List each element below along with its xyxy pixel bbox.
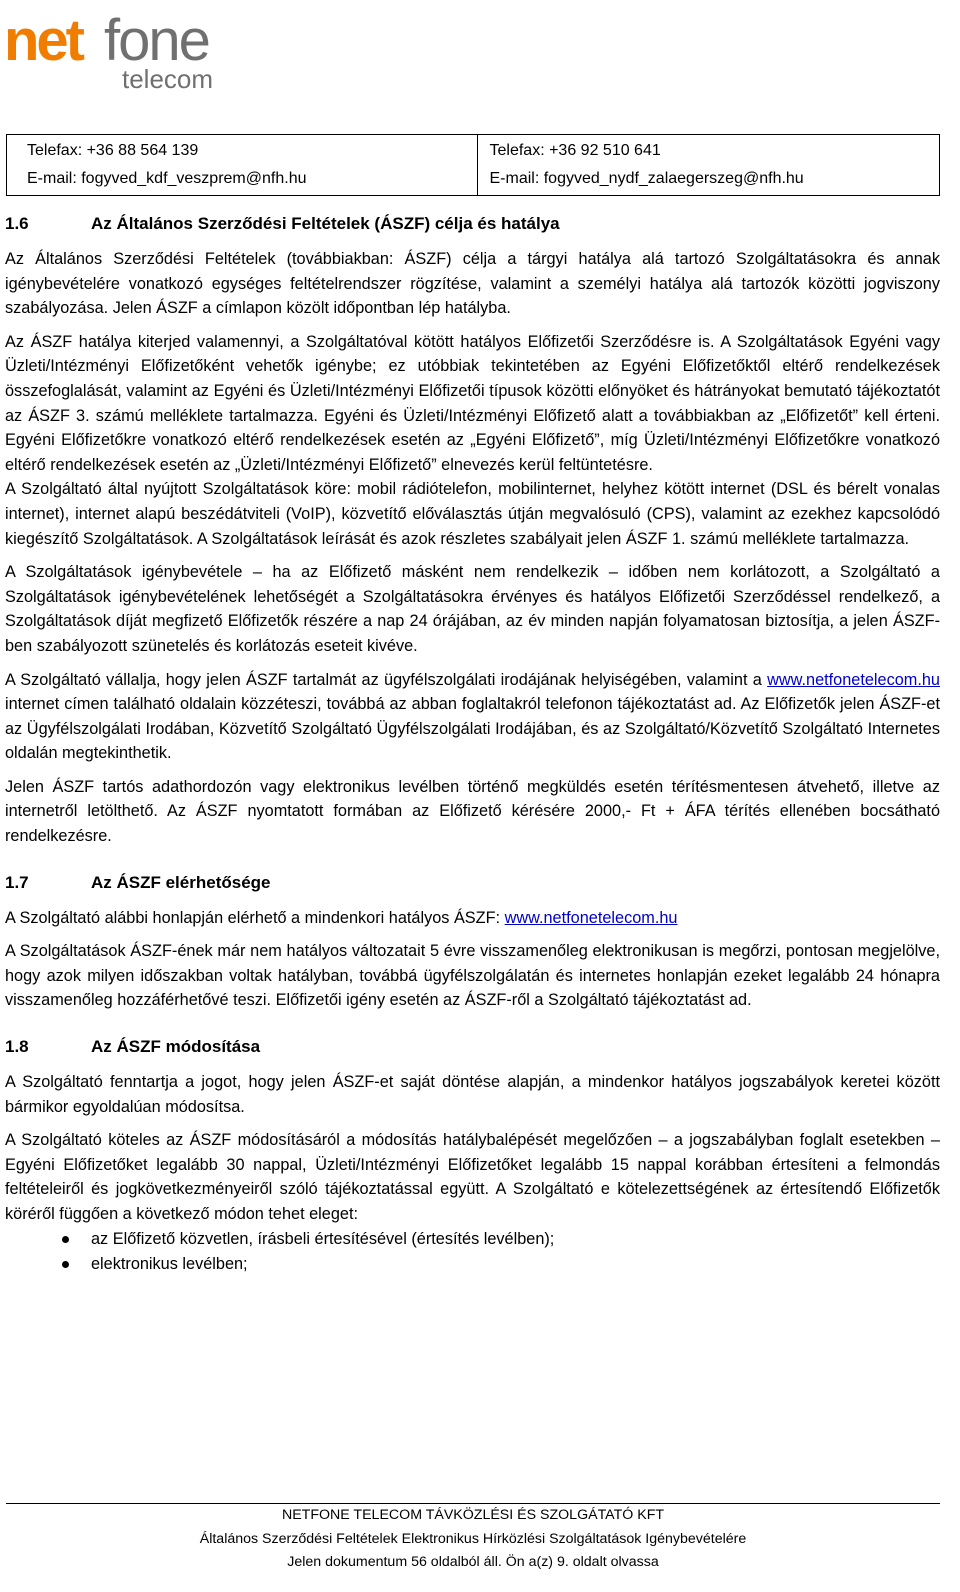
contact-cell-zalaegerszeg xyxy=(477,135,940,195)
section-number: 1.7 xyxy=(5,872,29,892)
contact-table xyxy=(6,134,940,196)
section-title: Az ÁSZF elérhetősége xyxy=(91,872,271,892)
page-footer xyxy=(6,1503,940,1575)
paragraph xyxy=(5,668,940,766)
document-body xyxy=(5,212,940,1277)
contact-email-left: E-mail: fogyved_kdf_veszprem@nfh.hu xyxy=(27,170,307,187)
list-item: az Előfizető közvetlen, írásbeli értesítésével (értesítés levélben); xyxy=(5,1227,940,1252)
paragraph: Az Általános Szerződési Feltételek (továbbiakban: ÁSZF) célja a tárgyi hatálya alá tartozó Szolgáltatásokra és annak igénybevételére vonatkozó egységes feltételrendszer rögzítése, valamint a személyi hatálya alá tartozók közötti jogviszony szabályozása. Jelen ÁSZF a címlapon közölt időpontban lép hatályba. xyxy=(5,250,940,318)
paragraph xyxy=(5,906,940,931)
section-title: Az Általános Szerződési Feltételek (ÁSZF) célja és hatálya xyxy=(91,214,560,233)
paragraph: A Szolgáltató által nyújtott Szolgáltatások köre: mobil rádiótelefon, mobilinternet, helyhez kötött internet (DSL és bérelt vonalas internet), internet alapú beszédátviteli (VoIP), közvetítő előválasztás útján megvalósuló (CPS), valamint az ezekhez kapcsolódó kiegészítő Szolgáltatások. A Szolgáltatások leírását és azok részletes szabályait jelen ÁSZF 1. számú melléklete tartalmazza. xyxy=(5,480,940,548)
logo-fone: fone xyxy=(104,8,209,73)
paragraph: A Szolgáltató köteles az ÁSZF módosításáról a módosítás hatálybalépését megelőzően – a jogszabályban foglalt esetekben – Egyéni Előfizetőket legalább 30 nappal, Üzleti/Intézményi Előfizetőket legalább 15 nappal korábban értesíteni a felmondás feltételeiről és jogkövetkezményeiről szóló tájékoztatással együtt. A Szolgáltató e kötelezettségének az értesítendő Előfizetők köréről függően a következő módon tehet eleget: xyxy=(5,1131,940,1223)
netfone-telecom-logo xyxy=(4,0,226,92)
paragraph: Az ÁSZF hatálya kiterjed valamennyi, a Szolgáltatóval kötött hatályos Előfizetői Szerződésre is. A Szolgáltatások Egyéni vagy Üzleti/Intézményi Előfizetőként vehetők igénybe; ez utóbbiak tekintetében az Egyéni Előfizetőktől eltérő rendelkezések összefoglalását, valamint az Egyéni és Üzleti/Intézményi Előfizetői típusok közötti előnyöket és hátrányokat bemutató tájékoztatót az ÁSZF 3. számú melléklete tartalmazza. Egyéni és Üzleti/Intézményi Előfizető alatt a továbbiakban az „Előfizetőt” kell érteni. Egyéni Előfizetőkre vonatkozó eltérő rendelkezések esetén az „Egyéni Előfizető”, míg Üzleti/Intézményi Előfizetőkre vonatkozó eltérő rendelkezések esetén az „Üzleti/Intézményi Előfizető” elnevezés kerül feltüntetésre. xyxy=(5,332,940,474)
bullet-list xyxy=(5,1227,940,1277)
text: internet címen található oldalain közzéteszi, továbbá az abban foglaltakról telefonon tájékoztatást ad. Az Előfizetők jelen ÁSZF-et az Ügyfélszolgálati Irodában, Közvetítő Szolgáltató Ügyfélszolgálati Irodájában, és az Szolgáltató/Közvetítő Szolgáltató Internetes oldalán megtekinthetik. xyxy=(5,695,940,763)
list-item: elektronikus levélben; xyxy=(5,1252,940,1277)
paragraph: Jelen ÁSZF tartós adathordozón vagy elektronikus levélben történő megküldés esetén térítésmentesen átvehető, illetve az internetről letölthető. Az ÁSZF nyomtatott formában az Előfizető kérésére 2000,- Ft + ÁFA térítés ellenében bocsátható rendelkezésre. xyxy=(5,777,940,846)
section-heading-1-6 xyxy=(5,212,940,236)
website-link[interactable]: www.netfonetelecom.hu xyxy=(767,670,940,689)
footer-company: NETFONE TELECOM TÁVKÖZLÉSI ÉS SZOLGÁTATÓ KFT xyxy=(281,1507,665,1523)
section-number: 1.8 xyxy=(5,1037,29,1057)
contact-email-right: E-mail: fogyved_nydf_zalaegerszeg@nfh.hu xyxy=(489,170,804,187)
section-heading-1-8 xyxy=(5,1035,940,1059)
text: A Szolgáltató vállalja, hogy jelen ÁSZF tartalmát az ügyfélszolgálati irodájának helyiségében, valamint a xyxy=(5,670,768,689)
website-link[interactable]: www.netfonetelecom.hu xyxy=(504,908,678,927)
contact-cell-veszprem xyxy=(7,135,477,195)
footer-page-info: Jelen dokumentum 56 oldalból áll. Ön a(z) 9. oldalt olvassa xyxy=(287,1554,659,1570)
paragraph: A Szolgáltatások igénybevétele – ha az Előfizető másként nem rendelkezik – időben nem korlátozott, a Szolgáltató a Szolgáltatások igénybevételének lehetőségét a Szolgáltatásokra érvényes és hatályos Előfizetői Szerződéssel rendelkező, a Szolgáltatások díját megfizető Előfizetők részére a nap 24 órájában, az év minden napján folyamatosan biztosítja, a jelen ÁSZF-ben szabályozott szünetelés és korlátozás eseteit kivéve. xyxy=(5,563,940,655)
paragraph: A Szolgáltatások ÁSZF-ének már nem hatályos változatait 5 évre visszamenőleg elektronikusan is megőrzi, pontosan megjelölve, hogy azok milyen időszakban voltak hatályban, továbbá ügyfélszolgálatán és internetes honlapján ezeket legalább 24 hónapra visszamenőleg hozzáférhetővé teszi. Előfizetői igény esetén az ÁSZF-ről a Szolgáltató tájékoztatást ad. xyxy=(5,942,940,1010)
contact-fax-left: Telefax: +36 88 564 139 xyxy=(27,142,199,159)
text: A Szolgáltató alábbi honlapján elérhető a mindenkori hatályos ÁSZF: xyxy=(5,908,505,927)
logo-telecom: telecom xyxy=(122,64,214,92)
logo-net: net xyxy=(4,8,82,73)
paragraph: A Szolgáltató fenntartja a jogot, hogy jelen ÁSZF-et saját döntése alapján, a mindenkor hatályos jogszabályok keretei között bármikor egyoldalúan módosítsa. xyxy=(5,1073,940,1116)
section-number: 1.6 xyxy=(5,214,29,233)
section-title: Az ÁSZF módosítása xyxy=(91,1037,261,1057)
footer-doc-title: Általános Szerződési Feltételek Elektronikus Hírközlési Szolgáltatások Igénybevételére xyxy=(199,1530,747,1547)
section-heading-1-7 xyxy=(5,871,940,895)
contact-fax-right: Telefax: +36 92 510 641 xyxy=(489,142,661,159)
